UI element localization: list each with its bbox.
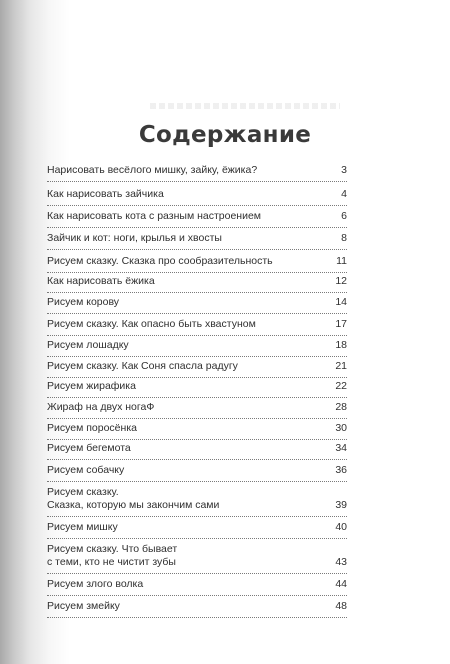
- toc-divider: [47, 418, 347, 419]
- toc-entry-page: 34: [335, 442, 347, 454]
- bleed-through-text: [150, 103, 340, 109]
- toc-entry-title: [47, 164, 307, 177]
- toc-entry-title: [47, 318, 307, 331]
- toc-entry-title-line: Рисуем змейку: [47, 600, 120, 612]
- toc-divider: [47, 356, 347, 357]
- toc-entry-title-line: Нарисовать весёлого мишку, зайку, ёжика?: [47, 164, 258, 176]
- toc-entry-title-line: Рисуем сказку. Сказка про сообразительность: [47, 255, 273, 267]
- toc-entry-title: [47, 521, 307, 534]
- toc-divider: [47, 313, 347, 314]
- toc-entry-title: [47, 380, 307, 393]
- toc-divider: [47, 181, 347, 182]
- toc-entry-title-line: Рисуем лошадку: [47, 339, 129, 351]
- toc-entry-page: 40: [335, 521, 347, 533]
- toc-entry-title: [47, 543, 307, 569]
- toc-entry: [47, 442, 347, 455]
- toc-entry-page: 18: [335, 339, 347, 351]
- toc-entry: [47, 210, 347, 223]
- toc-entry-title-line: Жираф на двух ногаФ: [47, 401, 155, 413]
- toc-entry: [47, 486, 347, 512]
- toc-entry: [47, 296, 347, 309]
- toc-entry: [47, 275, 347, 288]
- toc-entry-title: [47, 360, 307, 373]
- toc-divider: [47, 377, 347, 378]
- toc-entry-title-line: Сказка, которую мы закончим сами: [47, 499, 220, 511]
- toc-entry-title-line: Как нарисовать кота с разным настроением: [47, 210, 262, 222]
- toc-entry-page: 22: [335, 380, 347, 392]
- toc-entry: [47, 578, 347, 591]
- toc-divider: [47, 249, 347, 250]
- toc-entry-page: 8: [341, 232, 347, 244]
- toc-entry: [47, 360, 347, 373]
- toc-divider: [47, 516, 347, 517]
- toc-entry: [47, 543, 347, 569]
- toc-entry: [47, 318, 347, 331]
- toc-entry: [47, 339, 347, 352]
- toc-entry: [47, 380, 347, 393]
- toc-entry-title: [47, 401, 307, 414]
- toc-divider: [47, 227, 347, 228]
- toc-entry: [47, 188, 347, 201]
- toc-entry-title-line: Как нарисовать ёжика: [47, 275, 155, 287]
- toc-entry-title: [47, 422, 307, 435]
- toc-entry-page: 11: [336, 255, 347, 267]
- toc-entry: [47, 232, 347, 245]
- toc-entry-page: 44: [335, 578, 347, 590]
- toc-entry-title-line: Рисуем сказку. Как опасно быть хвастуном: [47, 318, 256, 330]
- toc-entry-title: [47, 296, 307, 309]
- page-title: Содержание: [138, 122, 312, 148]
- toc-entry-page: 4: [341, 188, 347, 200]
- toc-entry-title: [47, 255, 307, 268]
- toc-entry: [47, 422, 347, 435]
- toc-entry-page: 12: [335, 275, 347, 287]
- toc-entry-title-line: Рисуем мишку: [47, 521, 118, 533]
- toc-entry: [47, 255, 347, 268]
- toc-entry-title-line: Рисуем корову: [47, 296, 120, 308]
- toc-entry-page: 28: [335, 401, 347, 413]
- toc-entry-title-line: Рисуем бегемота: [47, 442, 131, 454]
- toc-entry-page: 14: [335, 296, 347, 308]
- toc-divider: [47, 205, 347, 206]
- toc-entry-page: 39: [335, 499, 347, 511]
- toc-entry-page: 17: [335, 318, 347, 330]
- toc-entry-page: 48: [335, 600, 347, 612]
- toc-entry: [47, 600, 347, 613]
- toc-entry-page: 30: [335, 422, 347, 434]
- toc-entry-page: 43: [335, 556, 347, 568]
- toc-entry-title: [47, 600, 307, 613]
- toc-entry-title: [47, 578, 307, 591]
- toc-entry-title: [47, 442, 307, 455]
- toc-divider: [47, 573, 347, 574]
- toc-divider: [47, 439, 347, 440]
- toc-entry: [47, 401, 347, 414]
- toc-entry-title-line: Рисуем сказку. Что бывает: [47, 543, 178, 555]
- toc-entry-title-line: Как нарисовать зайчика: [47, 188, 164, 200]
- toc-entry-title: [47, 339, 307, 352]
- toc-entry-page: 36: [335, 464, 347, 476]
- toc-entry-title: [47, 275, 307, 288]
- toc-entry-title-line: Зайчик и кот: ноги, крылья и хвосты: [47, 232, 222, 244]
- toc-divider: [47, 538, 347, 539]
- toc-entry-title-line: Рисуем злого волка: [47, 578, 144, 590]
- toc-entry-title: [47, 464, 307, 477]
- toc-entry: [47, 521, 347, 534]
- toc-entry-page: 3: [341, 164, 347, 176]
- toc-entry-title-line: Рисуем сказку.: [47, 486, 119, 498]
- toc-divider: [47, 481, 347, 482]
- toc-divider: [47, 272, 347, 273]
- toc-entry-page: 21: [335, 360, 347, 372]
- toc-divider: [47, 595, 347, 596]
- toc-entry-title: [47, 188, 307, 201]
- toc-entry-title-line: Рисуем собачку: [47, 464, 125, 476]
- toc-entry-title-line: Рисуем сказку. Как Соня спасла радугу: [47, 360, 238, 372]
- toc-entry: [47, 464, 347, 477]
- toc-divider: [47, 335, 347, 336]
- toc-entry-title-line: Рисуем жирафика: [47, 380, 136, 392]
- toc-divider: [47, 459, 347, 460]
- toc-entry-title-line: с теми, кто не чистит зубы: [47, 556, 176, 568]
- toc-entry-title-line: Рисуем поросёнка: [47, 422, 137, 434]
- toc-divider: [47, 397, 347, 398]
- toc-entry: [47, 164, 347, 177]
- toc-entry-title: [47, 210, 307, 223]
- toc-divider: [47, 292, 347, 293]
- toc-entry-title: [47, 486, 307, 512]
- toc-entry-title: [47, 232, 307, 245]
- toc-divider: [47, 617, 347, 618]
- toc-entry-page: 6: [341, 210, 347, 222]
